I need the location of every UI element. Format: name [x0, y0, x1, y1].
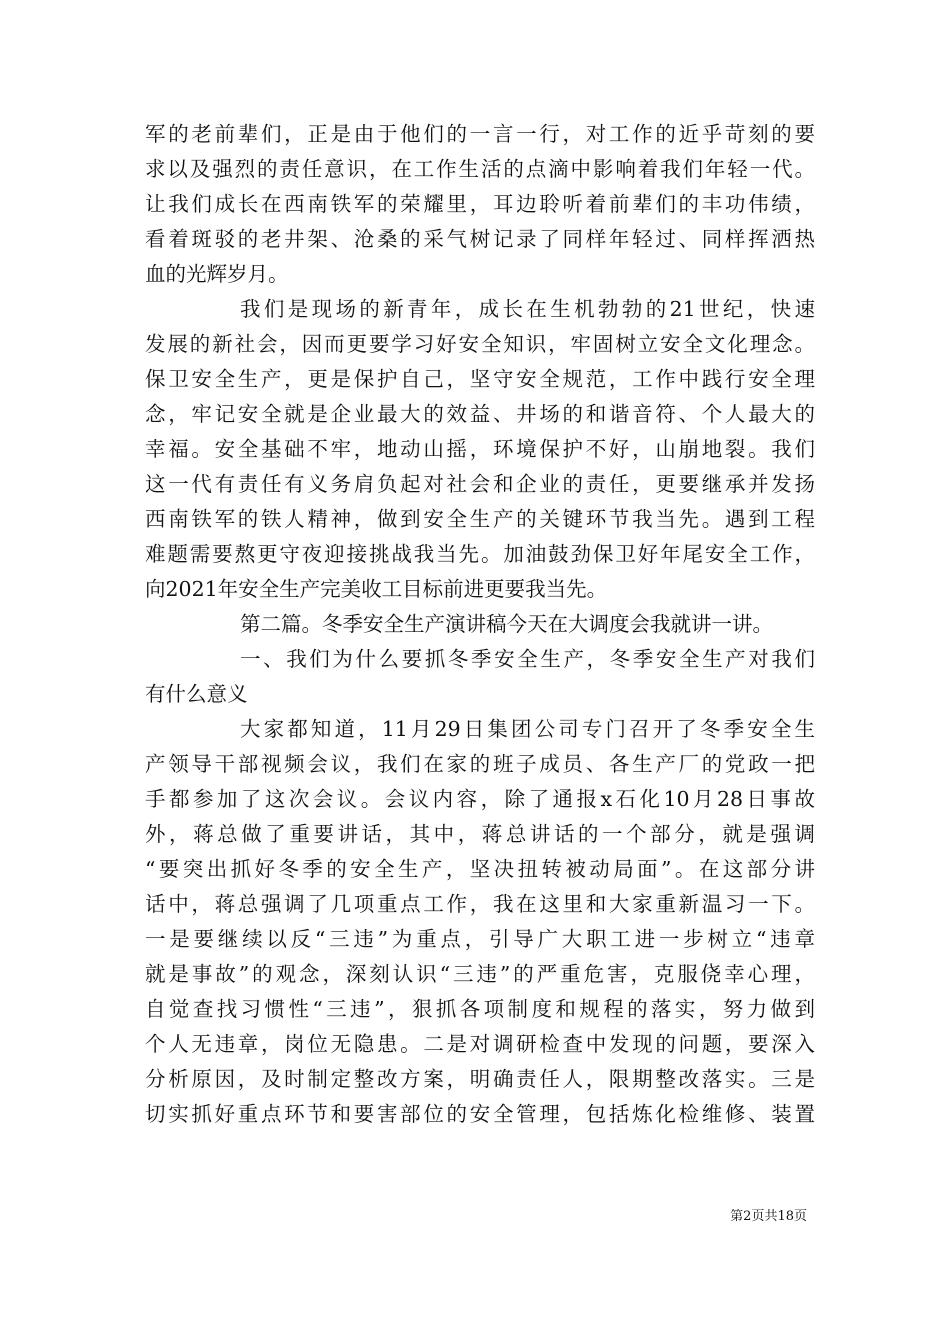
- text-line: 西南铁军的铁人精神，做到安全生产的关键环节我当先。遇到工程: [145, 507, 815, 531]
- text-line: 就是事故”的观念，深刻认识“三违”的严重危害，克服侥幸心理，: [145, 962, 815, 986]
- text-line: 产领导干部视频会议，我们在家的班子成员、各生产厂的党政一把: [145, 752, 815, 776]
- text-line: 手都参加了这次会议。会议内容，除了通报x石化10月28日事故: [145, 787, 815, 811]
- body-text: [145, 117, 815, 1132]
- text-line: 个人无违章，岗位无隐患。二是对调研检查中发现的问题，要深入: [145, 1032, 815, 1056]
- text-line: 切实抓好重点环节和要害部位的安全管理，包括炼化检维修、装置: [145, 1102, 815, 1126]
- text-line: “要突出抓好冬季的安全生产，坚决扭转被动局面”。在这部分讲: [145, 857, 815, 881]
- text-line: 大家都知道，11月29日集团公司专门召开了冬季安全生: [240, 717, 815, 741]
- text-line: 自觉查找习惯性“三违”，狠抓各项制度和规程的落实，努力做到: [145, 997, 815, 1021]
- text-line: 一是要继续以反“三违”为重点，引导广大职工进一步树立“违章: [145, 927, 815, 951]
- text-line: 一、我们为什么要抓冬季安全生产，冬季安全生产对我们: [240, 647, 815, 671]
- text-line: 外，蒋总做了重要讲话，其中，蒋总讲话的一个部分，就是强调: [145, 822, 815, 846]
- text-line: 让我们成长在西南铁军的荣耀里，耳边聆听着前辈们的丰功伟绩，: [145, 192, 815, 216]
- text-line: 话中，蒋总强调了几项重点工作，我在这里和大家重新温习一下。: [145, 892, 815, 916]
- text-line: 分析原因，及时制定整改方案，明确责任人，限期整改落实。三是: [145, 1067, 815, 1091]
- text-line: 血的光辉岁月。: [145, 262, 289, 286]
- text-line: 难题需要熬更守夜迎接挑战我当先。加油鼓劲保卫好年尾安全工作，: [145, 542, 815, 566]
- text-line: 看着斑驳的老井架、沧桑的采气树记录了同样年轻过、同样挥洒热: [145, 227, 815, 251]
- text-line: 求以及强烈的责任意识，在工作生活的点滴中影响着我们年轻一代。: [145, 157, 815, 181]
- text-line: 保卫安全生产，更是保护自己，坚守安全规范，工作中践行安全理: [145, 367, 815, 391]
- text-line: 这一代有责任有义务肩负起对社会和企业的责任，更要继承并发扬: [145, 472, 815, 496]
- text-line: 我们是现场的新青年，成长在生机勃勃的21世纪，快速: [240, 297, 815, 321]
- text-line: 念，牢记安全就是企业最大的效益、井场的和谐音符、个人最大的: [145, 402, 815, 426]
- page-number: 第2页共18页: [730, 1209, 807, 1224]
- text-line: 幸福。安全基础不牢，地动山摇，环境保护不好，山崩地裂。我们: [145, 437, 815, 461]
- text-line: 有什么意义: [145, 682, 248, 706]
- section-heading: 第二篇。冬季安全生产演讲稿今天在大调度会我就讲一讲。: [240, 612, 773, 636]
- text-line: 军的老前辈们，正是由于他们的一言一行，对工作的近乎苛刻的要: [145, 122, 815, 146]
- text-line: 发展的新社会，因而更要学习好安全知识，牢固树立安全文化理念。: [145, 332, 815, 356]
- text-line: 向2021年安全生产完美收工目标前进更要我当先。: [145, 577, 608, 601]
